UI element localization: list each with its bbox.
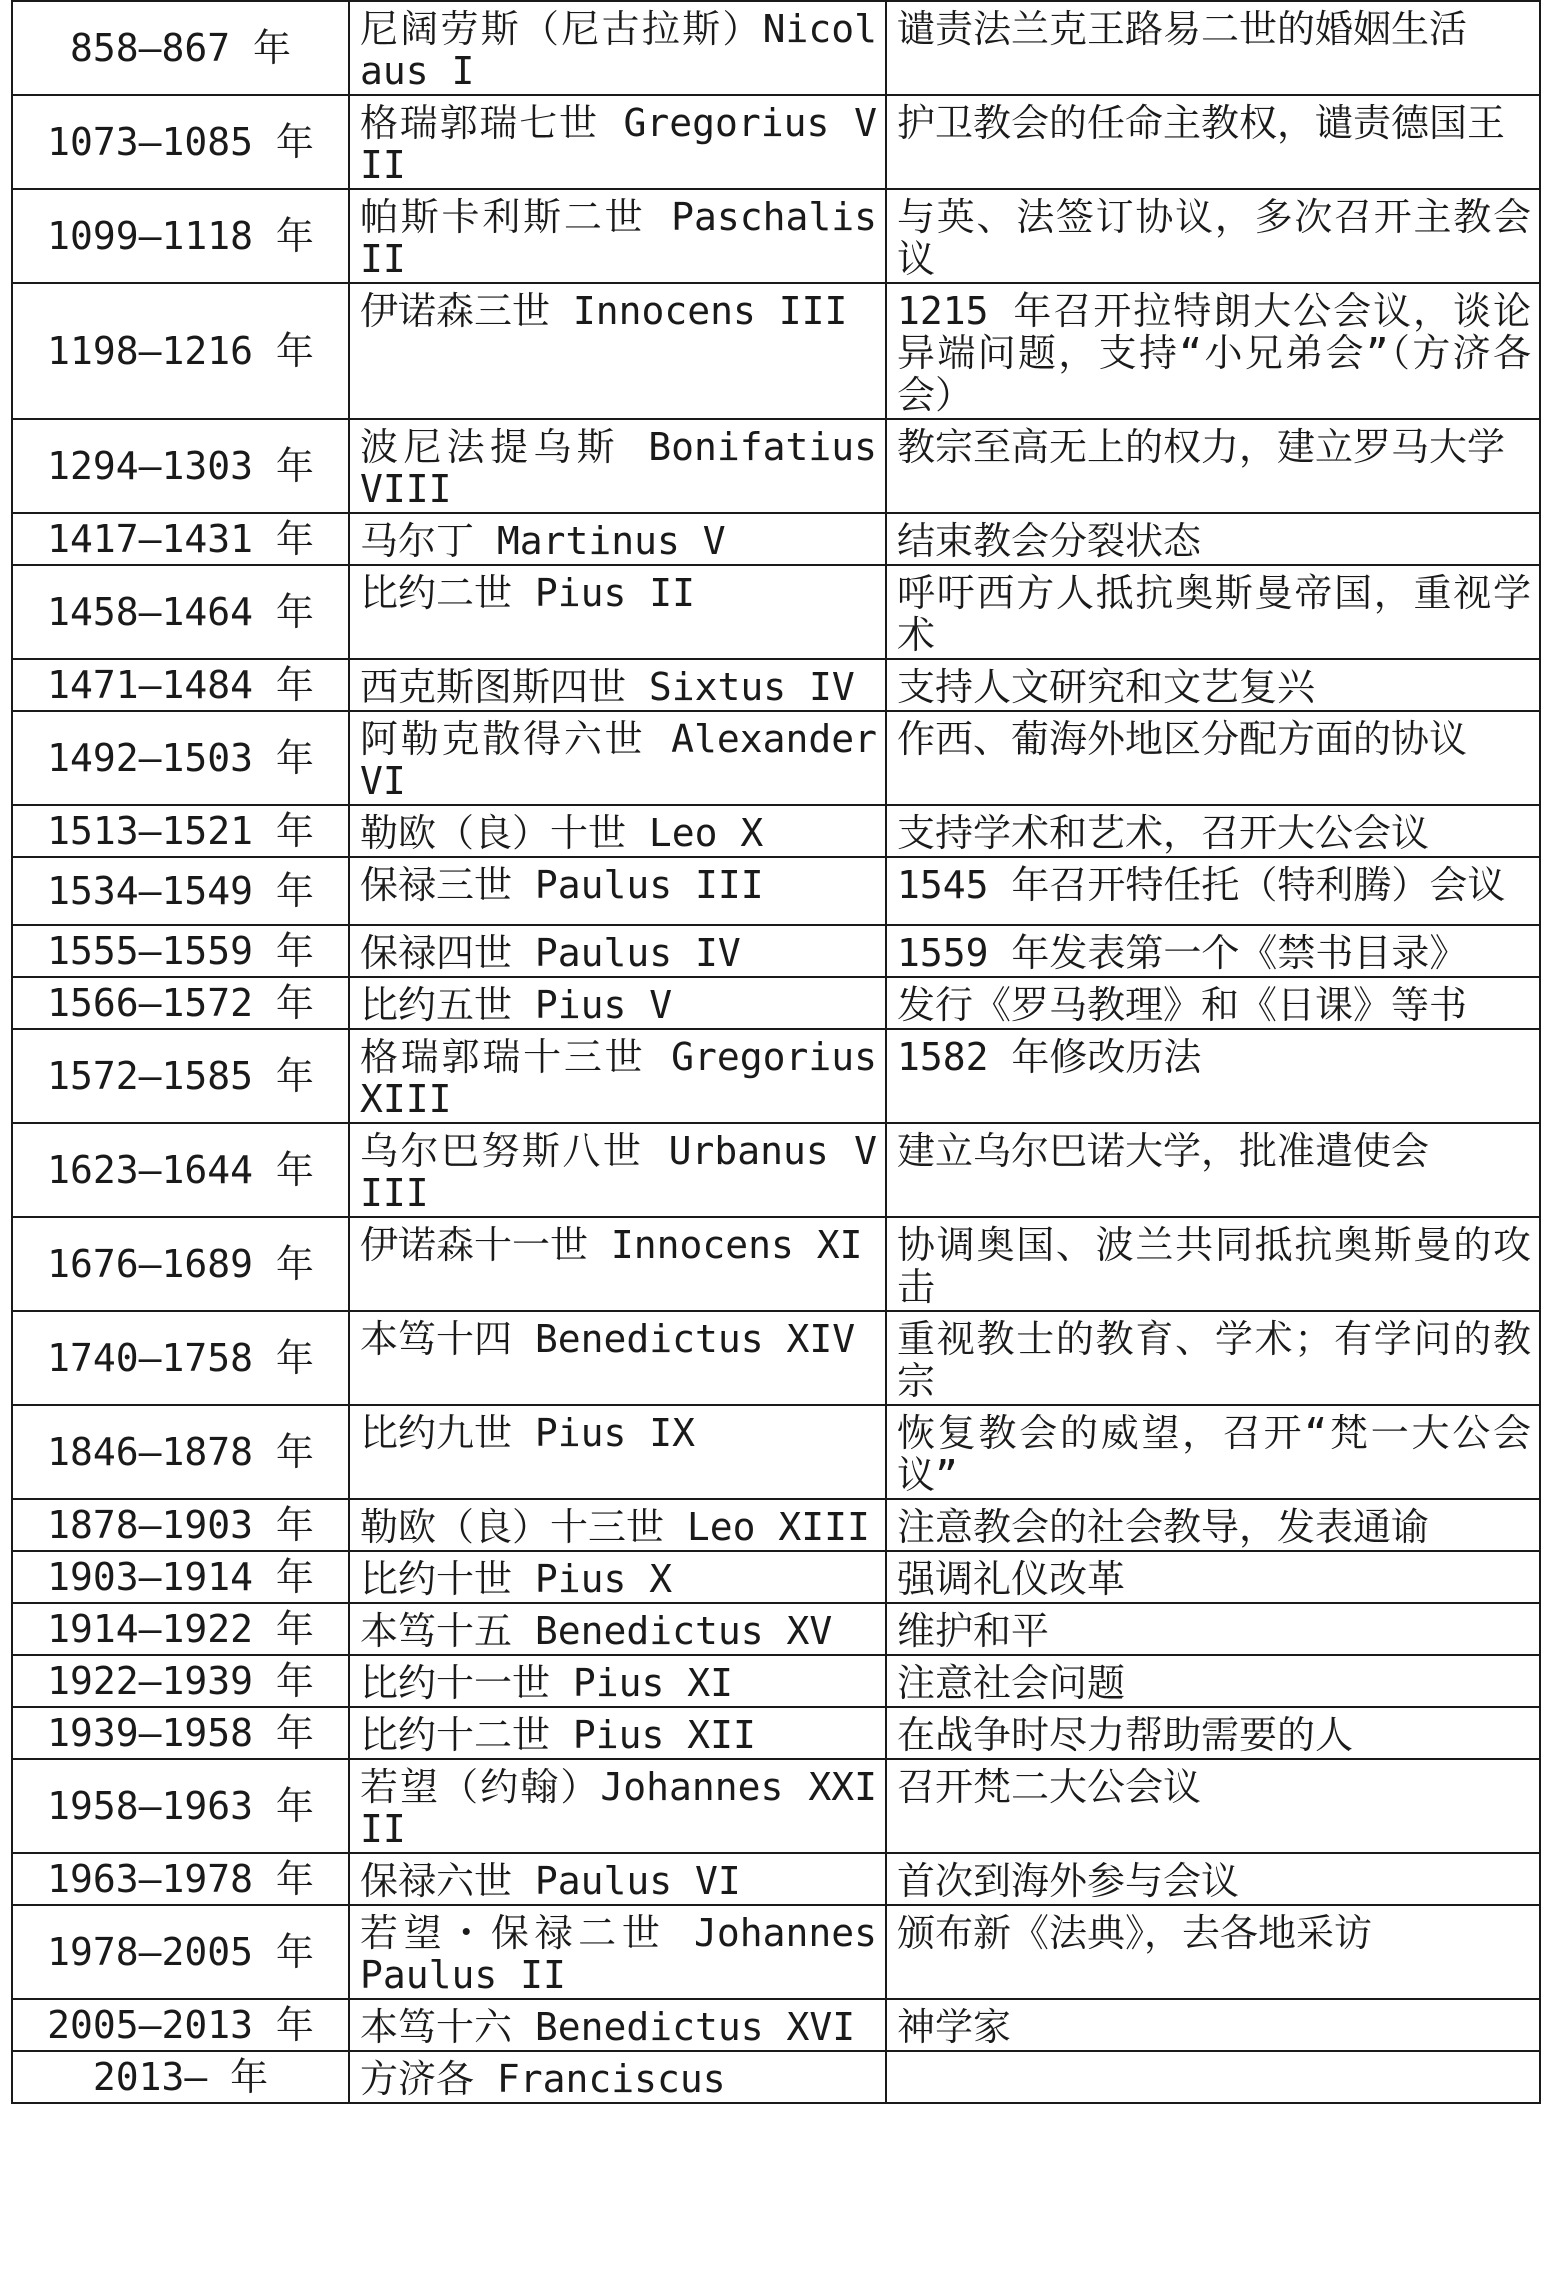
reign-years-cell: 1878–1903 年	[12, 1499, 349, 1551]
table-row	[12, 659, 1540, 711]
table-row	[12, 1759, 1540, 1853]
table-row	[12, 189, 1540, 283]
deeds-cell: 注意教会的社会教导，发表通谕	[886, 1499, 1540, 1551]
table-row	[12, 1551, 1540, 1603]
deeds-cell: 结束教会分裂状态	[886, 513, 1540, 565]
reign-years-cell: 1958–1963 年	[12, 1759, 349, 1853]
table-row	[12, 711, 1540, 805]
reign-years-cell: 1676–1689 年	[12, 1217, 349, 1311]
deeds-cell: 谴责法兰克王路易二世的婚姻生活	[886, 1, 1540, 95]
table-row	[12, 565, 1540, 659]
deeds-cell: 发行《罗马教理》和《日课》等书	[886, 977, 1540, 1029]
pope-name-cell: 比约五世 Pius V	[349, 977, 886, 1029]
deeds-cell: 1559 年发表第一个《禁书目录》	[886, 925, 1540, 977]
pope-name-cell: 伊诺森三世 Innocens III	[349, 283, 886, 419]
deeds-cell: 协调奥国、波兰共同抵抗奥斯曼的攻击	[886, 1217, 1540, 1311]
reign-years-cell: 1458–1464 年	[12, 565, 349, 659]
reign-years-cell: 1963–1978 年	[12, 1853, 349, 1905]
pope-name-cell: 阿勒克散得六世 Alexander VI	[349, 711, 886, 805]
reign-years-cell: 1073–1085 年	[12, 95, 349, 189]
table-row	[12, 1405, 1540, 1499]
reign-years-cell: 2005–2013 年	[12, 1999, 349, 2051]
table-row	[12, 1999, 1540, 2051]
deeds-cell: 1582 年修改历法	[886, 1029, 1540, 1123]
table-row	[12, 1853, 1540, 1905]
reign-years-cell: 1846–1878 年	[12, 1405, 349, 1499]
table-row	[12, 857, 1540, 925]
popes-table-body	[12, 1, 1540, 2103]
table-row	[12, 419, 1540, 513]
pope-name-cell: 比约十世 Pius X	[349, 1551, 886, 1603]
deeds-cell: 恢复教会的威望，召开“梵一大公会议”	[886, 1405, 1540, 1499]
pope-name-cell: 帕斯卡利斯二世 Paschalis II	[349, 189, 886, 283]
deeds-cell: 支持人文研究和文艺复兴	[886, 659, 1540, 711]
pope-name-cell: 保禄三世 Paulus III	[349, 857, 886, 925]
table-row	[12, 1905, 1540, 1999]
pope-name-cell: 保禄四世 Paulus IV	[349, 925, 886, 977]
reign-years-cell: 858–867 年	[12, 1, 349, 95]
deeds-cell: 神学家	[886, 1999, 1540, 2051]
reign-years-cell: 1903–1914 年	[12, 1551, 349, 1603]
reign-years-cell: 1623–1644 年	[12, 1123, 349, 1217]
reign-years-cell: 1099–1118 年	[12, 189, 349, 283]
pope-name-cell: 本笃十六 Benedictus XVI	[349, 1999, 886, 2051]
reign-years-cell: 1939–1958 年	[12, 1707, 349, 1759]
table-row	[12, 283, 1540, 419]
table-row	[12, 1603, 1540, 1655]
reign-years-cell: 1294–1303 年	[12, 419, 349, 513]
reign-years-cell: 1471–1484 年	[12, 659, 349, 711]
pope-name-cell: 乌尔巴努斯八世 Urbanus VIII	[349, 1123, 886, 1217]
pope-name-cell: 比约十二世 Pius XII	[349, 1707, 886, 1759]
pope-name-cell: 格瑞郭瑞七世 Gregorius VII	[349, 95, 886, 189]
table-row	[12, 925, 1540, 977]
deeds-cell: 1545 年召开特任托（特利腾）会议	[886, 857, 1540, 925]
deeds-cell	[886, 2051, 1540, 2103]
pope-name-cell: 方济各 Franciscus	[349, 2051, 886, 2103]
pope-name-cell: 若望（约翰）Johannes XXIII	[349, 1759, 886, 1853]
table-row	[12, 95, 1540, 189]
table-row	[12, 1029, 1540, 1123]
pope-name-cell: 西克斯图斯四世 Sixtus IV	[349, 659, 886, 711]
table-row	[12, 1311, 1540, 1405]
reign-years-cell: 1513–1521 年	[12, 805, 349, 857]
reign-years-cell: 1566–1572 年	[12, 977, 349, 1029]
deeds-cell: 在战争时尽力帮助需要的人	[886, 1707, 1540, 1759]
deeds-cell: 与英、法签订协议，多次召开主教会议	[886, 189, 1540, 283]
deeds-cell: 教宗至高无上的权力，建立罗马大学	[886, 419, 1540, 513]
table-row	[12, 1, 1540, 95]
table-row	[12, 513, 1540, 565]
reign-years-cell: 1555–1559 年	[12, 925, 349, 977]
pope-name-cell: 比约九世 Pius IX	[349, 1405, 886, 1499]
pope-name-cell: 若望・保禄二世 Johannes Paulus II	[349, 1905, 886, 1999]
reign-years-cell: 1417–1431 年	[12, 513, 349, 565]
reign-years-cell: 1978–2005 年	[12, 1905, 349, 1999]
table-row	[12, 1499, 1540, 1551]
deeds-cell: 护卫教会的任命主教权，谴责德国王	[886, 95, 1540, 189]
deeds-cell: 支持学术和艺术，召开大公会议	[886, 805, 1540, 857]
table-row	[12, 977, 1540, 1029]
deeds-cell: 首次到海外参与会议	[886, 1853, 1540, 1905]
deeds-cell: 颁布新《法典》，去各地采访	[886, 1905, 1540, 1999]
reign-years-cell: 1198–1216 年	[12, 283, 349, 419]
pope-name-cell: 本笃十四 Benedictus XIV	[349, 1311, 886, 1405]
pope-name-cell: 比约十一世 Pius XI	[349, 1655, 886, 1707]
reign-years-cell: 1572–1585 年	[12, 1029, 349, 1123]
table-row	[12, 1655, 1540, 1707]
reign-years-cell: 2013– 年	[12, 2051, 349, 2103]
pope-name-cell: 本笃十五 Benedictus XV	[349, 1603, 886, 1655]
deeds-cell: 呼吁西方人抵抗奥斯曼帝国，重视学术	[886, 565, 1540, 659]
pope-name-cell: 格瑞郭瑞十三世 Gregorius XIII	[349, 1029, 886, 1123]
reign-years-cell: 1740–1758 年	[12, 1311, 349, 1405]
reign-years-cell: 1922–1939 年	[12, 1655, 349, 1707]
popes-table	[11, 0, 1541, 2104]
pope-name-cell: 保禄六世 Paulus VI	[349, 1853, 886, 1905]
reign-years-cell: 1914–1922 年	[12, 1603, 349, 1655]
pope-name-cell: 波尼法提乌斯 Bonifatius VIII	[349, 419, 886, 513]
pope-name-cell: 尼阔劳斯（尼古拉斯）Nicolaus I	[349, 1, 886, 95]
table-row	[12, 1707, 1540, 1759]
pope-name-cell: 马尔丁 Martinus V	[349, 513, 886, 565]
deeds-cell: 1215 年召开拉特朗大公会议，谈论异端问题，支持“小兄弟会”（方济各会）	[886, 283, 1540, 419]
pope-name-cell: 勒欧（良）十三世 Leo XIII	[349, 1499, 886, 1551]
reign-years-cell: 1492–1503 年	[12, 711, 349, 805]
table-row	[12, 805, 1540, 857]
reign-years-cell: 1534–1549 年	[12, 857, 349, 925]
deeds-cell: 重视教士的教育、学术；有学问的教宗	[886, 1311, 1540, 1405]
deeds-cell: 建立乌尔巴诺大学，批准遣使会	[886, 1123, 1540, 1217]
deeds-cell: 召开梵二大公会议	[886, 1759, 1540, 1853]
table-row	[12, 1217, 1540, 1311]
table-row	[12, 1123, 1540, 1217]
deeds-cell: 维护和平	[886, 1603, 1540, 1655]
deeds-cell: 强调礼仪改革	[886, 1551, 1540, 1603]
pope-name-cell: 比约二世 Pius II	[349, 565, 886, 659]
pope-name-cell: 勒欧（良）十世 Leo X	[349, 805, 886, 857]
pope-name-cell: 伊诺森十一世 Innocens XI	[349, 1217, 886, 1311]
deeds-cell: 作西、葡海外地区分配方面的协议	[886, 711, 1540, 805]
deeds-cell: 注意社会问题	[886, 1655, 1540, 1707]
table-row	[12, 2051, 1540, 2103]
